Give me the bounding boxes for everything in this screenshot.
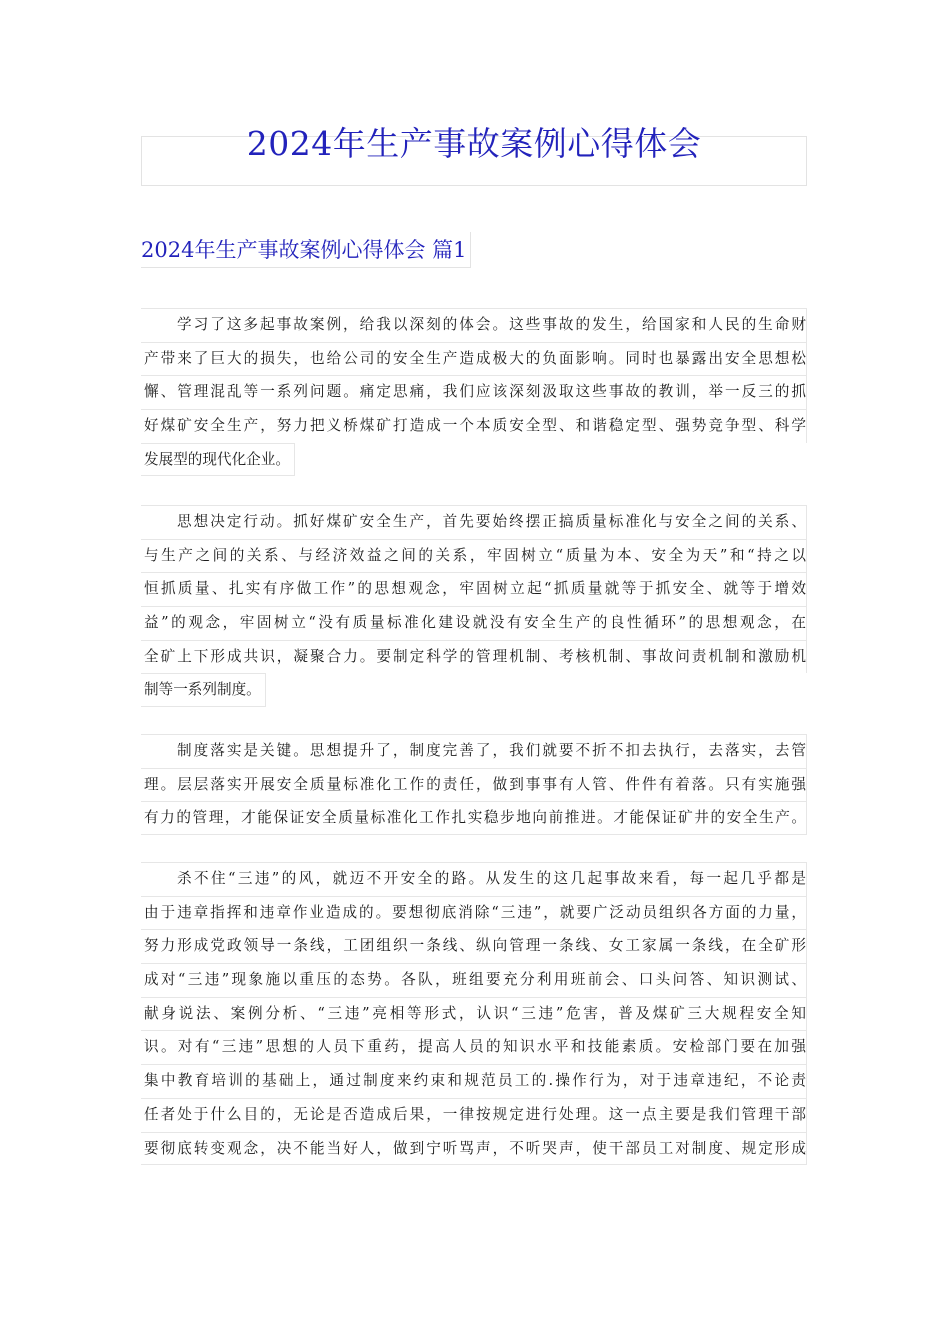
text-line: 益”的观念，牢固树立“没有质量标准化建设就没有安全生产的良性循环”的思想观念，在 — [141, 606, 807, 640]
text-line: 制等一系列制度。 — [141, 673, 266, 707]
text-line: 由于违章指挥和违章作业造成的。要想彻底消除“三违”，就要广泛动员组织各方面的力量， — [141, 896, 807, 930]
text-line: 与生产之间的关系、与经济效益之间的关系，牢固树立“质量为本、安全为天”和“持之以 — [141, 539, 807, 573]
text-line: 全矿上下形成共识，凝聚合力。要制定科学的管理机制、考核机制、事故问责机制和激励机 — [141, 640, 807, 674]
text-line: 制度落实是关键。思想提升了，制度完善了，我们就要不折不扣去执行，去落实，去管 — [141, 734, 807, 768]
text-line: 献身说法、案例分析、“三违”亮相等形式，认识“三违”危害，普及煤矿三大规程安全知 — [141, 997, 807, 1031]
text-line: 产带来了巨大的损失，也给公司的安全生产造成极大的负面影响。同时也暴露出安全思想松 — [141, 342, 807, 376]
text-line: 好煤矿安全生产，努力把义桥煤矿打造成一个本质安全型、和谐稳定型、强势竞争型、科学 — [141, 409, 807, 443]
text-line: 懈、管理混乱等一系列问题。痛定思痛，我们应该深刻汲取这些事故的教训，举一反三的抓 — [141, 375, 807, 409]
text-line: 识。对有“三违”思想的人员下重药，提高人员的知识水平和技能素质。安检部门要在加强 — [141, 1030, 807, 1064]
page-title: 2024年生产事故案例心得体会 — [246, 124, 702, 163]
paragraph-3 — [141, 734, 807, 835]
text-line: 理。层层落实开展安全质量标准化工作的责任，做到事事有人管、件件有着落。只有实施强 — [141, 768, 807, 802]
text-line: 努力形成党政领导一条线，工团组织一条线、纵向管理一条线、女工家属一条线，在全矿形 — [141, 929, 807, 963]
section-heading: 2024年生产事故案例心得体会 篇1 — [141, 238, 467, 262]
text-line: 成对“三违”现象施以重压的态势。各队，班组要充分利用班前会、口头问答、知识测试、 — [141, 963, 807, 997]
paragraph-2 — [141, 505, 807, 711]
text-line: 有力的管理，才能保证安全质量标准化工作扎实稳步地向前推进。才能保证矿井的安全生产。 — [141, 801, 807, 835]
text-line: 学习了这多起事故案例，给我以深刻的体会。这些事故的发生，给国家和人民的生命财 — [141, 308, 807, 342]
text-line: 任者处于什么目的，无论是否造成后果，一律按规定进行处理。这一点主要是我们管理干部 — [141, 1098, 807, 1132]
text-line: 恒抓质量、扎实有序做工作”的思想观念，牢固树立起“抓质量就等于抓安全、就等于增效 — [141, 572, 807, 606]
text-line: 发展型的现代化企业。 — [141, 443, 295, 477]
title-frame — [141, 124, 807, 186]
text-line: 思想决定行动。抓好煤矿安全生产，首先要始终摆正搞质量标准化与安全之间的关系、 — [141, 505, 807, 539]
subtitle-frame — [141, 232, 471, 268]
paragraph-1 — [141, 308, 807, 480]
text-line: 杀不住“三违”的风，就迈不开安全的路。从发生的这几起事故来看，每一起几乎都是 — [141, 862, 807, 896]
text-line: 要彻底转变观念，决不能当好人，做到宁听骂声，不听哭声，使干部员工对制度、规定形成 — [141, 1132, 807, 1166]
paragraph-4 — [141, 862, 807, 1165]
text-line: 集中教育培训的基础上，通过制度来约束和规范员工的.操作行为，对于违章违纪，不论责 — [141, 1064, 807, 1098]
